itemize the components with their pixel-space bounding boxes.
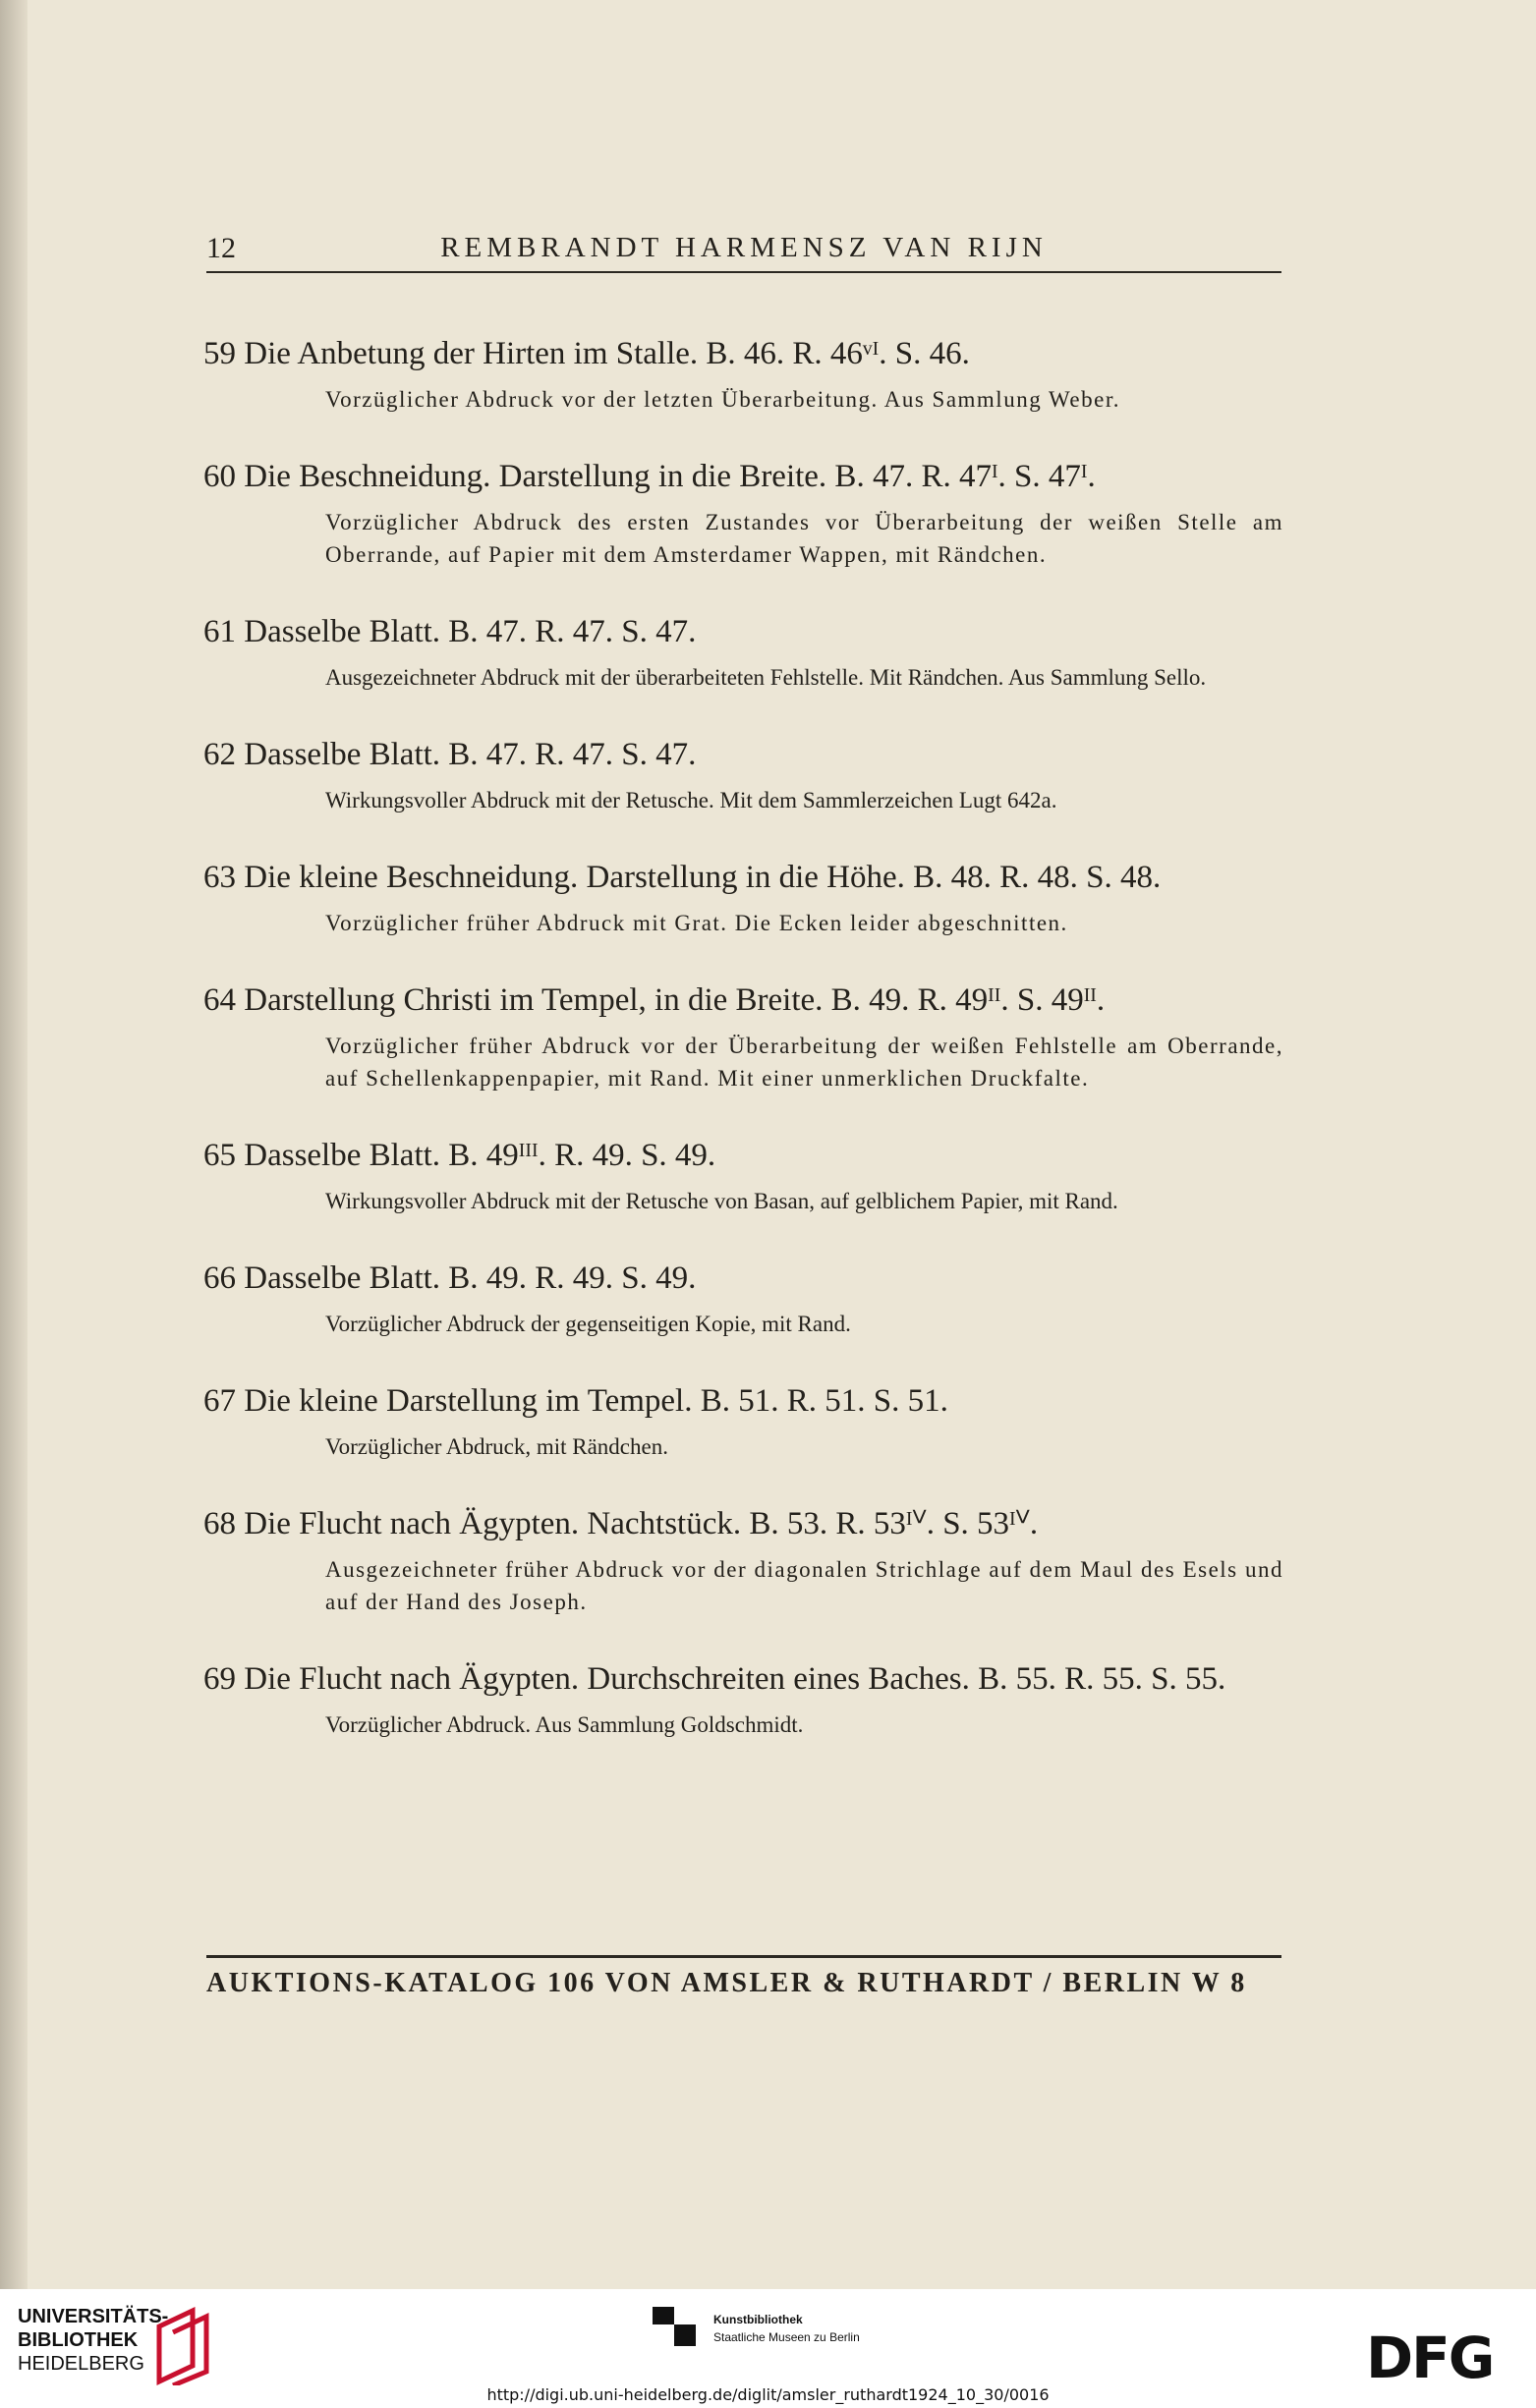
entry-description: Vorzüglicher Abdruck des ersten Zustandes vor Überarbeitung der weißen Stelle am Oberrande, auf Papier mit dem Amsterdamer Wappen, mit Rändchen. (325, 510, 1283, 567)
entry-description: Wirkungsvoller Abdruck mit der Retusche. Mit dem Sammlerzeichen Lugt 642a. (325, 788, 1057, 812)
entry-title: 66 Dasselbe Blatt. B. 49. R. 49. S. 49. (203, 1260, 697, 1296)
catalog-entry-65 (203, 1134, 1284, 1217)
entry-title: 63 Die kleine Beschneidung. Darstellung in die Höhe. B. 48. R. 48. S. 48. (203, 860, 1162, 895)
entry-description: Vorzüglicher Abdruck der gegenseitigen Kopie, mit Rand. (325, 1312, 851, 1336)
catalog-entry-67 (203, 1379, 1284, 1463)
entry-description: Vorzüglicher früher Abdruck vor der Überarbeitung der weißen Fehlstelle am Oberrande, auf Schellenkappenpapier, mit Rand. Mit einer unmerklichen Druckfalte. (325, 1034, 1283, 1091)
entry-description: Vorzüglicher Abdruck. Aus Sammlung Goldschmidt. (325, 1712, 804, 1737)
catalog-entry-68 (203, 1502, 1284, 1618)
ub-heidelberg-logo[interactable] (18, 2305, 214, 2393)
catalog-entry-61 (203, 610, 1284, 694)
page-edge-shadow (0, 0, 28, 2289)
ub-line-1: UNIVERSITÄTS- (18, 2306, 169, 2327)
entry-title: 60 Die Beschneidung. Darstellung in die Breite. B. 47. R. 47ᴵ. S. 47ᴵ. (203, 459, 1096, 494)
page-header (206, 232, 1281, 273)
entry-title: 61 Dasselbe Blatt. B. 47. R. 47. S. 47. (203, 614, 697, 649)
kunstbibliothek-icon (653, 2307, 702, 2348)
entry-description: Ausgezeichneter früher Abdruck vor der diagonalen Strichlage auf dem Maul des Esels und auf der Hand des Joseph. (325, 1557, 1283, 1614)
catalog-entry-60 (203, 455, 1284, 571)
entry-title: 68 Die Flucht nach Ägypten. Nachtstück. B. 53. R. 53ᴵⱽ. S. 53ᴵⱽ. (203, 1506, 1039, 1541)
entry-description: Wirkungsvoller Abdruck mit der Retusche von Basan, auf gelblichem Papier, mit Rand. (325, 1189, 1118, 1213)
entry-description: Vorzüglicher Abdruck, mit Rändchen. (325, 1434, 668, 1459)
dfg-logo[interactable]: DFG (1366, 2324, 1494, 2391)
kunstbibliothek-logo[interactable] (653, 2307, 860, 2352)
kunstbibliothek-text (713, 2311, 860, 2346)
permalink-url[interactable]: http://digi.ub.uni-heidelberg.de/diglit/amsler_ruthardt1924_10_30/0016 (486, 2385, 1050, 2404)
entry-title: 67 Die kleine Darstellung im Tempel. B. 51. R. 51. S. 51. (203, 1383, 948, 1419)
entry-description: Vorzüglicher Abdruck vor der letzten Überarbeitung. Aus Sammlung Weber. (325, 387, 1120, 412)
catalog-entry-69 (203, 1657, 1284, 1741)
footer-imprint: AUKTIONS-KATALOG 106 VON AMSLER & RUTHARDT / BERLIN W 8 (206, 1968, 1247, 1998)
ub-line-3: HEIDELBERG (18, 2353, 144, 2375)
catalog-entry-62 (203, 733, 1284, 816)
catalog-entry-64 (203, 979, 1284, 1094)
digitization-bar (0, 2289, 1536, 2408)
entry-title: 62 Dasselbe Blatt. B. 47. R. 47. S. 47. (203, 737, 697, 772)
ub-building-icon (153, 2307, 214, 2389)
kb-line-2: Staatliche Museen zu Berlin (713, 2330, 860, 2344)
catalog-entry-66 (203, 1257, 1284, 1340)
entry-title: 65 Dasselbe Blatt. B. 49ᴵᴵᴵ. R. 49. S. 49. (203, 1138, 716, 1173)
page-footer (206, 1955, 1281, 1999)
entry-title: 59 Die Anbetung der Hirten im Stalle. B. 46. R. 46ᵛᴵ. S. 46. (203, 336, 970, 371)
catalog-entry-59 (203, 332, 1284, 416)
kb-line-1: Kunstbibliothek (713, 2313, 803, 2326)
running-title: REMBRANDT HARMENSZ VAN RIJN (440, 232, 1048, 263)
entry-description: Ausgezeichneter Abdruck mit der überarbeiteten Fehlstelle. Mit Rändchen. Aus Sammlung Sello. (325, 665, 1207, 690)
entry-description: Vorzüglicher früher Abdruck mit Grat. Die Ecken leider abgeschnitten. (325, 911, 1068, 935)
catalog-entry-63 (203, 856, 1284, 939)
catalog-entries (203, 332, 1284, 1780)
page-number: 12 (206, 232, 236, 264)
entry-title: 69 Die Flucht nach Ägypten. Durchschreiten eines Baches. B. 55. R. 55. S. 55. (203, 1661, 1226, 1697)
entry-title: 64 Darstellung Christi im Tempel, in die Breite. B. 49. R. 49ᴵᴵ. S. 49ᴵᴵ. (203, 982, 1106, 1018)
ub-line-2: BIBLIOTHEK (18, 2329, 139, 2351)
